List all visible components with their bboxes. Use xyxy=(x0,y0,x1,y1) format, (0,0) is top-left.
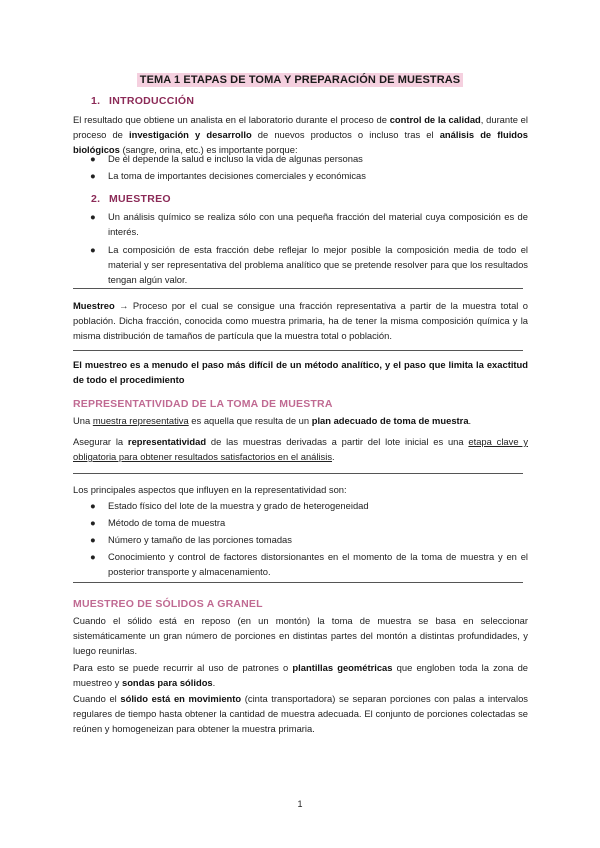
page-title: TEMA 1 ETAPAS DE TOMA Y PREPARACIÓN DE MUESTRAS xyxy=(137,73,463,87)
list-item xyxy=(90,498,528,513)
sol-bold: plantillas geométricas xyxy=(292,662,393,673)
list-item xyxy=(90,515,528,530)
title-wrap xyxy=(0,70,600,88)
solidos-paragraph-2 xyxy=(73,660,528,690)
bullet-icon: ● xyxy=(90,211,96,222)
muestreo-bullet-list xyxy=(90,209,528,289)
list-item-text: De él depende la salud e incluso la vida de algunas personas xyxy=(108,153,363,164)
divider xyxy=(73,350,523,351)
highlight-statement: El muestreo es a menudo el paso más difícil de un método analítico, y el paso que limita la exactitud de todo el procedimiento xyxy=(73,359,528,385)
aspects-bullet-list xyxy=(90,498,528,581)
section-1-number: 1. xyxy=(91,95,101,107)
bullet-icon: ● xyxy=(90,170,96,181)
bullet-icon: ● xyxy=(90,153,96,164)
definition-term: Muestreo xyxy=(73,300,115,311)
sol-text: Para esto se puede recurrir al uso de patrones o xyxy=(73,662,293,673)
solidos-paragraph-1: Cuando el sólido está en reposo (en un montón) la toma de muestra se basa en seleccionar sistemáticamente un gran número de porciones en distintas partes del montón a distintas profundidades, y luego reunirlas. xyxy=(73,615,528,656)
representatividad-heading: REPRESENTATIVIDAD DE LA TOMA DE MUESTRA xyxy=(73,398,333,410)
section-1-heading xyxy=(91,95,194,107)
divider xyxy=(73,288,523,289)
divider xyxy=(73,582,523,583)
sol-text: (cinta transportadora) se separan porciones con palas a intervalos regulares de tiempo hasta obtener la cantidad de muestra adecuada. El conjunto de porciones colectadas se reúnen y homogeneizan para obtener la muestra primaria. xyxy=(73,693,528,734)
arrow-icon: → xyxy=(119,300,129,311)
sol-text: que engloben toda la zona de muestreo y xyxy=(73,662,529,688)
intro-text-4: (sangre, orina, etc.) es importante porque: xyxy=(119,144,298,155)
sol-text: Cuando el xyxy=(73,693,121,704)
rep-text: es aquella que resulta de un xyxy=(188,415,312,426)
bullet-icon: ● xyxy=(90,517,96,528)
intro-bold-2: investigación y desarrollo xyxy=(129,129,252,140)
bullet-icon: ● xyxy=(90,244,96,255)
sol-text: . xyxy=(212,677,216,688)
rep-underline: etapa clave y obligatoria para obtener resultados satisfactorios en el análisis xyxy=(73,436,529,462)
list-item-text: La toma de importantes decisiones comerciales y económicas xyxy=(108,170,366,181)
divider xyxy=(73,473,523,474)
list-item xyxy=(90,151,528,166)
list-item-text: Número y tamaño de las porciones tomadas xyxy=(108,534,292,545)
list-item-text: Un análisis químico se realiza sólo con una pequeña fracción del material cuya composición es de interés. xyxy=(108,211,528,237)
rep-text: Asegurar la xyxy=(73,436,128,447)
aspects-intro: Los principales aspectos que influyen en la representatividad son: xyxy=(73,484,347,495)
intro-bold-1: control de la calidad xyxy=(389,114,481,125)
list-item-text: Método de toma de muestra xyxy=(108,517,226,528)
intro-text-2: , durante el proceso de xyxy=(73,114,528,140)
representatividad-paragraph-2 xyxy=(73,434,528,464)
bullet-icon: ● xyxy=(90,551,96,562)
rep-text: . xyxy=(332,451,335,462)
list-item-text: La composición de esta fracción debe reflejar lo mejor posible la composición media de todo el material y ser representativa del problema analítico que se pretende resolver para que los resultados tengan algún valor. xyxy=(108,244,528,285)
list-item xyxy=(90,242,528,287)
list-item xyxy=(90,209,528,239)
sol-bold: sólido está en movimiento xyxy=(120,693,242,704)
rep-underline: muestra representativa xyxy=(92,415,189,426)
list-item-text: Estado físico del lote de la muestra y grado de heterogeneidad xyxy=(108,500,369,511)
representatividad-paragraph-1 xyxy=(73,413,528,428)
page-number: 1 xyxy=(297,799,303,809)
definition-text: Proceso por el cual se consigue una fracción representativa a partir de la muestra total o población. Dicha fracción, conocida como muestra primaria, ha de tener la misma composición química y la misma distribución de tamaños de partícula que la muestra total o población. xyxy=(73,300,528,341)
rep-text: . xyxy=(468,415,472,426)
section-2-title: MUESTREO xyxy=(109,193,171,205)
intro-bullet-list xyxy=(90,151,528,185)
section-2-number: 2. xyxy=(91,193,101,205)
intro-bold-3: análisis de fluidos biológicos xyxy=(73,129,528,155)
list-item-text: Conocimiento y control de factores distorsionantes en el momento de la toma de muestra y en el posterior transporte y almacenamiento. xyxy=(108,551,528,577)
rep-text: Una xyxy=(73,415,93,426)
rep-bold: representatividad xyxy=(127,436,207,447)
bullet-icon: ● xyxy=(90,534,96,545)
list-item xyxy=(90,532,528,547)
intro-text-3: de nuevos productos o incluso tras el xyxy=(251,129,440,140)
section-1-title: INTRODUCCIÓN xyxy=(109,95,195,107)
bullet-icon: ● xyxy=(90,500,96,511)
solidos-heading: MUESTREO DE SÓLIDOS A GRANEL xyxy=(73,598,263,610)
section-2-heading xyxy=(91,193,171,205)
rep-bold: plan adecuado de toma de muestra xyxy=(311,415,469,426)
list-item xyxy=(90,549,528,579)
muestreo-definition xyxy=(73,298,528,343)
intro-text-1: El resultado que obtiene un analista en el laboratorio durante el proceso de xyxy=(73,114,390,125)
solidos-paragraph-3 xyxy=(73,691,528,736)
rep-text: de las muestras derivadas a partir del lote inicial es una xyxy=(206,436,469,447)
sol-bold: sondas para sólidos xyxy=(121,677,213,688)
list-item xyxy=(90,168,528,183)
